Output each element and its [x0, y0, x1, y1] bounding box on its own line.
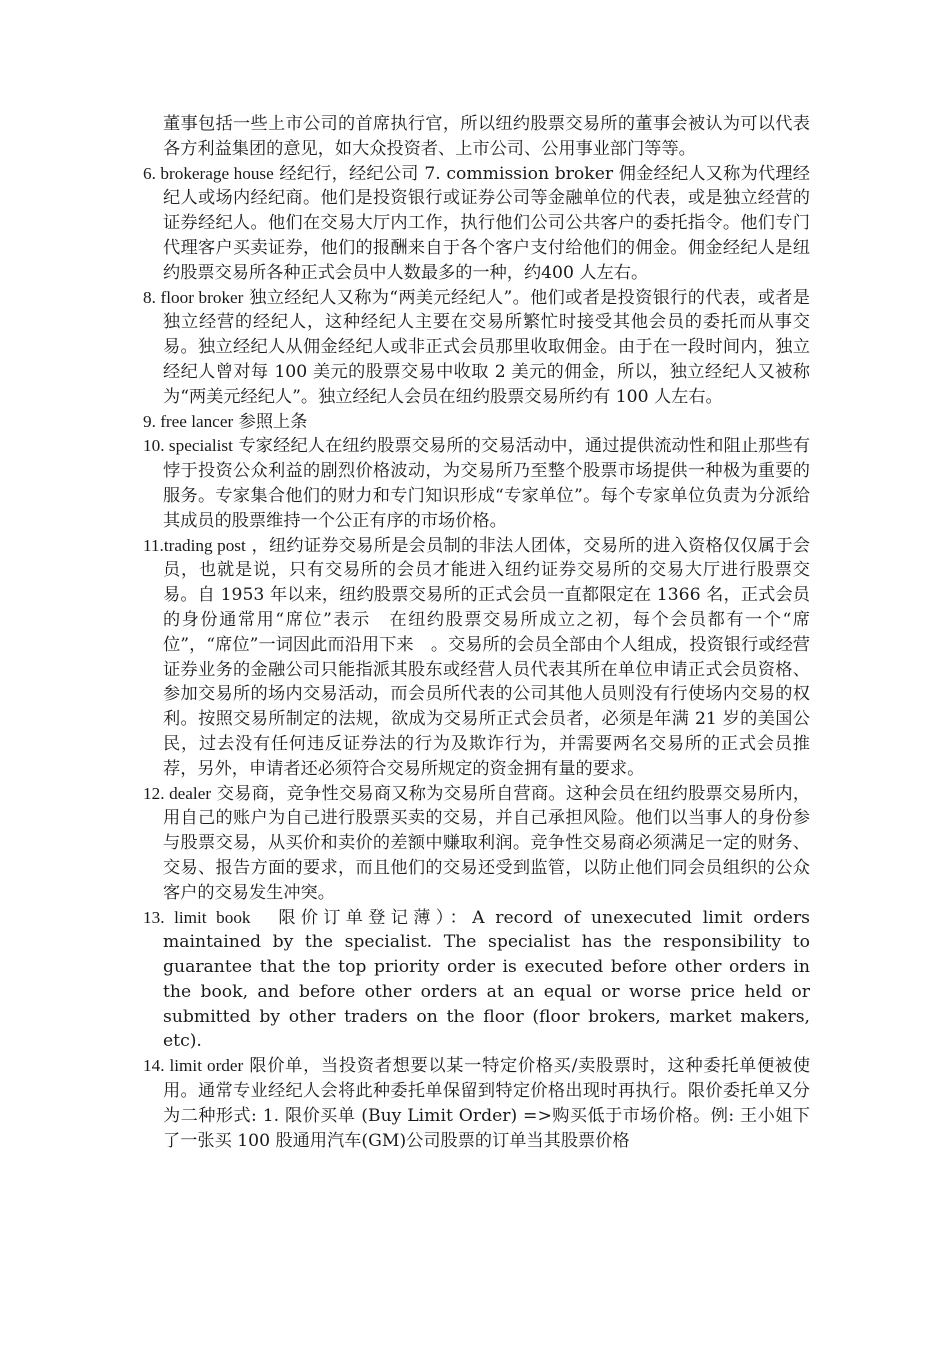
paragraph-text: 董事包括一些上市公司的首席执行官，所以纽约股票交易所的董事会被认为可以代表各方利益集团的意见，如大众投资者、上市公司、公用事业部门等等。	[163, 114, 810, 159]
item-number: 10.	[143, 436, 169, 456]
item-term: limit book	[174, 907, 251, 927]
item-number: 14.	[143, 1056, 170, 1076]
document-body	[143, 112, 810, 1153]
item-text: 专家经纪人在纽约股票交易所的交易活动中，通过提供流动性和阻止那些有悖于投资公众利益的剧烈价格波动，为交易所乃至整个股票市场提供一种极为重要的服务。专家集合他们的财力和专门知识形成“专家单位”。每个专家单位负责为分派给其成员的股票维持一个公正有序的市场价格。	[163, 436, 811, 531]
item-term: floor broker	[160, 287, 244, 307]
item-number: 9.	[143, 411, 161, 431]
list-item-6	[143, 162, 810, 286]
item-term: free lancer	[160, 411, 234, 431]
item-term: trading post	[163, 535, 246, 555]
list-item-9	[143, 410, 810, 435]
item-text: 限价单，当投资者想要以某一特定价格买/卖股票时，这种委托单便被使用。通常专业经纪人会将此种委托单保留到特定价格出现时再执行。限价委托单又分为二种形式: 1. 限价买单 (Buy Limit Order) =>购买低于市场价格。例: 王小姐下了一张买 100 股通用汽车(GM)公司股票的订单当其股票价格	[163, 1056, 811, 1151]
list-item-14	[143, 1054, 810, 1153]
item-term: specialist	[168, 436, 233, 456]
item-number: 12.	[143, 783, 170, 803]
list-item-13	[143, 906, 810, 1055]
list-item-11	[143, 534, 810, 782]
item-text: 限价订单登记薄）：A record of unexecuted limit orders maintained by the specialist. The specialist has the responsibility to guarantee that the top priority order is executed before other orders in the book, and before other orders at an equal or worse price held or submitted by other traders on the floor (floor brokers, market makers, etc).	[163, 907, 810, 1052]
item-text: 经纪行，经纪公司 7. commission broker 佣金经纪人又称为代理经纪人或场内经纪商。他们是投资银行或证券公司等金融单位的代表，或是独立经营的证券经纪人。他们在交易大厅内工作，执行他们公司公共客户的委托指令。他们专门代理客户买卖证券，他们的报酬来自于各个客户支付给他们的佣金。佣金经纪人是纽约股票交易所各种正式会员中人数最多的一种，约400 人左右。	[163, 163, 810, 283]
item-number: 6.	[143, 163, 161, 183]
item-number: 8.	[143, 287, 161, 307]
item-term: brokerage house	[160, 163, 274, 183]
paragraph-continuation	[143, 112, 810, 162]
item-text: ，纽约证券交易所是会员制的非法人团体，交易所的进入资格仅仅属于会员，也就是说，只有交易所的会员才能进入纽约证券交易所的交易大厅进行股票交易。自 1953 年以来，纽约股票交易所的正式会员一直都限定在 1366 名，正式会员的身份通常用“席位”表示 在纽约股票交易所成立之初，每个会员都有一个“席位”，“席位”一词因此而沿用下来 。交易所的会员全部由个人组成，投资银行或经营证券业务的金融公司只能指派其股东或经营人员代表其所在单位申请正式会员资格、参加交易所的场内交易活动，而会员所代表的公司其他人员则没有行使场内交易的权利。按照交易所制定的法规，欲成为交易所正式会员者，必须是年满 21 岁的美国公民，过去没有任何违反证券法的行为及欺诈行为，并需要两名交易所的正式会员推荐，另外，申请者还必须符合交易所规定的资金拥有量的要求。	[163, 535, 810, 779]
item-text: 独立经纪人又称为“两美元经纪人”。他们或者是投资银行的代表，或者是独立经营的经纪人，这种经纪人主要在交易所繁忙时接受其他会员的委托而从事交易。独立经纪人从佣金经纪人或非正式会员那里收取佣金。由于在一段时间内，独立经纪人曾对每 100 美元的股票交易中收取 2 美元的佣金，所以，独立经纪人又被称为“两美元经纪人”。独立经纪人会员在纽约股票交易所约有 100 人左右。	[163, 287, 810, 407]
item-term: limit order	[169, 1056, 244, 1076]
item-number: 13.	[143, 907, 175, 927]
item-term: dealer	[169, 783, 212, 803]
item-text: 交易商，竞争性交易商又称为交易所自营商。这种会员在纽约股票交易所内，用自己的账户为自己进行股票买卖的交易，并自己承担风险。他们以当事人的身份参与股票交易，从买价和卖价的差额中赚取利润。竞争性交易商必须满足一定的财务、交易、报告方面的要求，而且他们的交易还受到监管，以防止他们同会员组织的公众客户的交易发生冲突。	[163, 783, 811, 903]
list-item-8	[143, 286, 810, 410]
item-number: 11.	[143, 535, 164, 555]
list-item-12	[143, 782, 810, 906]
list-item-10	[143, 434, 810, 533]
item-text: 参照上条	[233, 411, 308, 432]
